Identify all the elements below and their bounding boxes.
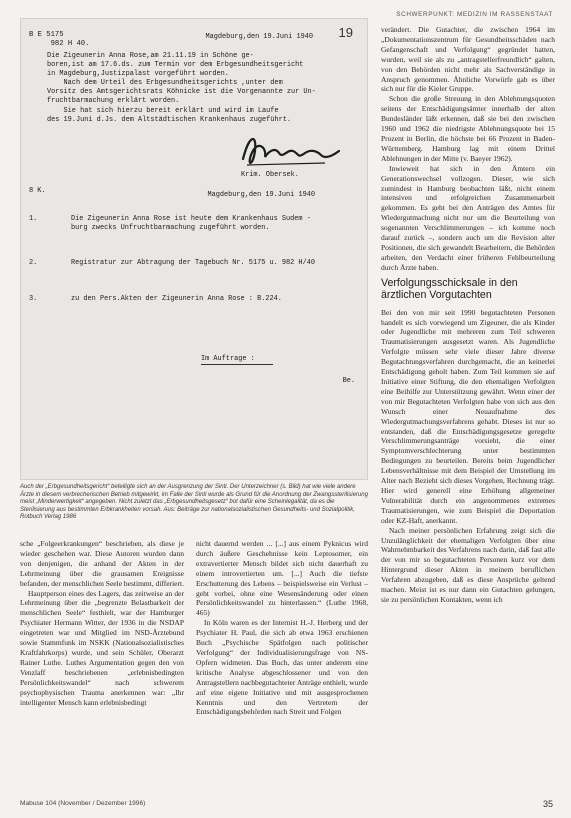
document-dateline-2: Magdeburg,den 19.Juni 1940 — [207, 191, 315, 199]
item-text: Die Zigeunerin Anna Rose ist heute dem Krankenhaus Sudem - burg zwecks Unfruchtbarmachung zugeführt worden. — [71, 215, 311, 233]
text-column-right — [381, 25, 555, 795]
paragraph: Schon die große Streuung in den Ablehnungsquoten seitens der Entschädigungsämter innerhalb der alten Bundesländer läßt erkennen, daß sie bei den zwischen 1960 und 1962 die niedrigste Ablehnungsquote bei 15 Prozent in Berlin, die höchste bei 66 Prozent in Baden-Württemberg. Hamburg lag mit einem Drittel Ablehnungen in der Mitte (v. Baeyer 1962). — [381, 94, 555, 163]
section-heading: Verfolgungsschicksale in den ärztlichen Vorgutachten — [381, 276, 518, 302]
paragraph: In Köln waren es der Internist H.-J. Herberg und der Psychiater H. Paul, die sich ab etwa 1963 erschienen Buch „Psychische Spätfolgen nach politischer Verfolgung“ der Individualisierungsfrage von NS-Opfern widmeten. Das Buch, das unter anderem eine kritische Analyse abgeschlossener und von den Antragstellern nachbegutachteter Anträge enthielt, wurde auf eine eigene Initiative und mit ausgesprochenen Kenntnis und den Vertretern der Entschädigungsbehörden nach Streit und Folgen — [196, 618, 368, 717]
text-column-left — [20, 539, 184, 789]
item-text: zu den Pers.Akten der Zigeunerin Anna Rose : B.224. — [71, 295, 282, 303]
figure-caption: Auch der „Erbgesundheitsgericht“ beteiligte sich an der Ausgrenzung der Sinti. Der Unterzeichner (s. Bild) hat wie viele andere Ärzte in diesem verbrecherischen Betrieb mitgewirkt, im Falle der Sinti wurde als Grund für die Anordnung der Zwangssterilisierung meist „Minderwertigkeit“ angegeben. Nicht zuletzt das „Erbgesundheitsgesetz“ bot dafür eine Scheinlegalität, da es die Sterilisierung aus bestimmten Erbkrankheiten vorsah. Aus: Beiträge zur nationalsozialistischen Gesundheits- und Sozialpolitik, Rotbuch Verlag 1986 — [20, 484, 368, 521]
im-auftrage: Im Auftrage : — [201, 355, 255, 363]
page-number: 35 — [542, 799, 553, 809]
underline — [201, 364, 273, 365]
document-reference: B E 5175 982 H 40. — [29, 31, 90, 49]
paragraph: Bei den von mir seit 1990 begutachteten Personen handelt es sich vorwiegend um Zigeuner, die als Kinder oder Jugendliche mit mehreren zum Teil schweren Traumatisierungen ausgesetzt waren. Als Jugendliche Verfolgte müssen sehr viele dieser Jahre diverse Begutachtungsverfahren durchgemacht, die an keinerlei Entschädigung geholt haben. Zum Teil kommen sie auf Initiative einer Stiftung, die den ehemaligen Verfolgten eine Beihilfe zur Unterstützung gewährt. Wenn einer der von mir Begutachteten Verfolgten habe von sich aus den Wunsch einer Neuaufnahme des Wiedergutmachungsverfahrens gehabt. Dieses ist nur so entstanden, daß die Entschädigungsgesetze geregelte Verschlimmerungsanträge vorsieht, die einer Symptomverschlechterung unter bestimmten Bedingungen zu beurteilen. Bereits beim Jugendlicher Lebensverhältnisse mit dem Beispiel der Umstellung im Alter nach Bezieht sich dieses Vorgehen, Rechnung trägt. Hier wird generell eine Erhöhung allgemeiner Vulnerabilität durch ein angenommenes extremes Traumatisierungen, wie zum Beispiel die Deportation oder KZ-Haft, anerkannt. — [381, 307, 555, 525]
document-page-number: 19 — [338, 25, 353, 40]
footer-journal: Mabuse 104 (November / Dezember 1996) — [20, 800, 146, 807]
signature-title: Krim. Obersek. — [241, 171, 299, 179]
paragraph: sche „Folgeerkrankungen“ beschrieben, als diese je wieder geschehen war. Diese Autoren wurden dann von denjenigen, die anhand der Akten in der Lehrmeinung über die grausamen Ereignisse befanden, der menschlichen Seele bestimmt, differiert. — [20, 539, 184, 588]
signature-icon — [235, 129, 345, 173]
document-body: Die Zigeunerin Anna Rose,am 21.11.19 in Schöne ge- boren,ist am 17.6.ds. zum Termin vor dem Erbgesundheitsgericht in Magdeburg,Justizpalast vorgeführt worden. Nach dem Urteil des Erbgesundheitsgerichts ,unter dem Vorsitz des Amtsgerichtsrats Köhnicke ist die Vorgenannte zur Un- fruchtbarmachung erklärt worden. Sie hat sich hierzu bereit erklärt und wird im Laufe des 19.Juni d.Js. dem Altstädtischen Krankenhaus zugeführt. — [47, 52, 316, 124]
document-dateline: Magdeburg,den 19.Juni 1940 — [205, 33, 313, 41]
item-number: 2. — [29, 259, 38, 267]
item-number: 3. — [29, 295, 38, 303]
running-head: SCHWERPUNKT: MEDIZIN IM RASSENSTAAT — [396, 11, 553, 18]
paragraph: Inwieweit hat sich in den Ämtern ein Generationswechsel vollzogen. Dieser, wie sich zumindest in Hamburg beobachten läßt, nicht einem intensiven und erfolgreichen Zusammenarbeit gekommen. Es geht bei den Anträgen des Amtes für Wiedergutmachung nicht nur um die Beurteilung von sogenannten Verschlimmerungen – ich komme noch darauf zurück –, sondern auch um die Revision alter Positionen, die sich gewandelt Bearbeitern, die Behörden arbeiten, den Verdacht einer früheren Fehlbeurteilung durch Ärzte haben. — [381, 163, 555, 272]
item-text: Registratur zur Abtragung der Tagebuch Nr. 5175 u. 982 H/40 — [71, 259, 315, 267]
short-signature: Be. — [342, 377, 355, 385]
paragraph: nicht dauernd werden ... [...] aus einem Pyknicus wird durch äußere Geschehnisse kein Leptosomer, ein extravertierter Mensch bildet sich nicht dauerhaft zu einem introvertierten um. [...] Auch die tiefste Erschutterung des Lebens – beispielsweise ein Verlust – geht vorbei, ohne eine Wesensänderung oder einen Persönlichkeitswandel zu hinterlassen.“ (Luthe 1968, 465) — [196, 539, 368, 618]
item-number: 1. — [29, 215, 38, 223]
paragraph: Hauptperson eines des Lagers, das zeitweise an der Lehrmeinung über die „begrenzte Belastbarkeit der menschlichen Seele“ festhielt, war der Hamburger Psychiater Hermann Witter, der 1936 in die NSDAP eingetreten war und Mitglied im NSD-Ärztebund sowie Stammfunk im NSKK (Nationalsozialistisches Kraftfahrkorps) wurde, und sein Schüler, Oberarzt Rainer Luthe. Luthes Argumentation gegen den von Venzlaff beschriebenen „erlebnisbedingten Persönlichkeitswandel“ nach schwerem psychophysischen Trauma anerkennen war: „Ihr intelligenter Mensch kann erlebnisbedingt — [20, 588, 184, 707]
paragraph: Nach meiner persönlichen Erfahrung zeigt sich die Unzulänglichkeit der ehemaligen Verfolgten über eine Wahrnehmbarkeit des Verfahrens nach darin, daß fast alle der von mir so begutachteten Personen kurz vor dem Hintergrund dieser Akten in meinem beruflichen Verfahren abzugeben, daß es diese Ansprüche geltend machen. Meist ist es nur dann ein Gutachten gelungen, sie zu persönlichen Kontakten, wenn ich — [381, 525, 555, 604]
typewritten-document — [20, 18, 368, 480]
paragraph: verändert. Die Gutachter, die zwischen 1964 im „Dokumentationszentrum für Gesundheitsschäden nach Gefangenschaft und Verfolgung“ gegründet hatten, wurden, weil sie als zu „antragstellerfreundlich“ galten, von den Behörden nicht mehr als Sachverständige in Anspruch genommen. Ähnliche Vorwürfe gab es über sich nur für die Kieler Gruppe. — [381, 25, 555, 94]
text-column-middle — [196, 539, 368, 789]
section-mark: 8 K. — [29, 187, 46, 195]
